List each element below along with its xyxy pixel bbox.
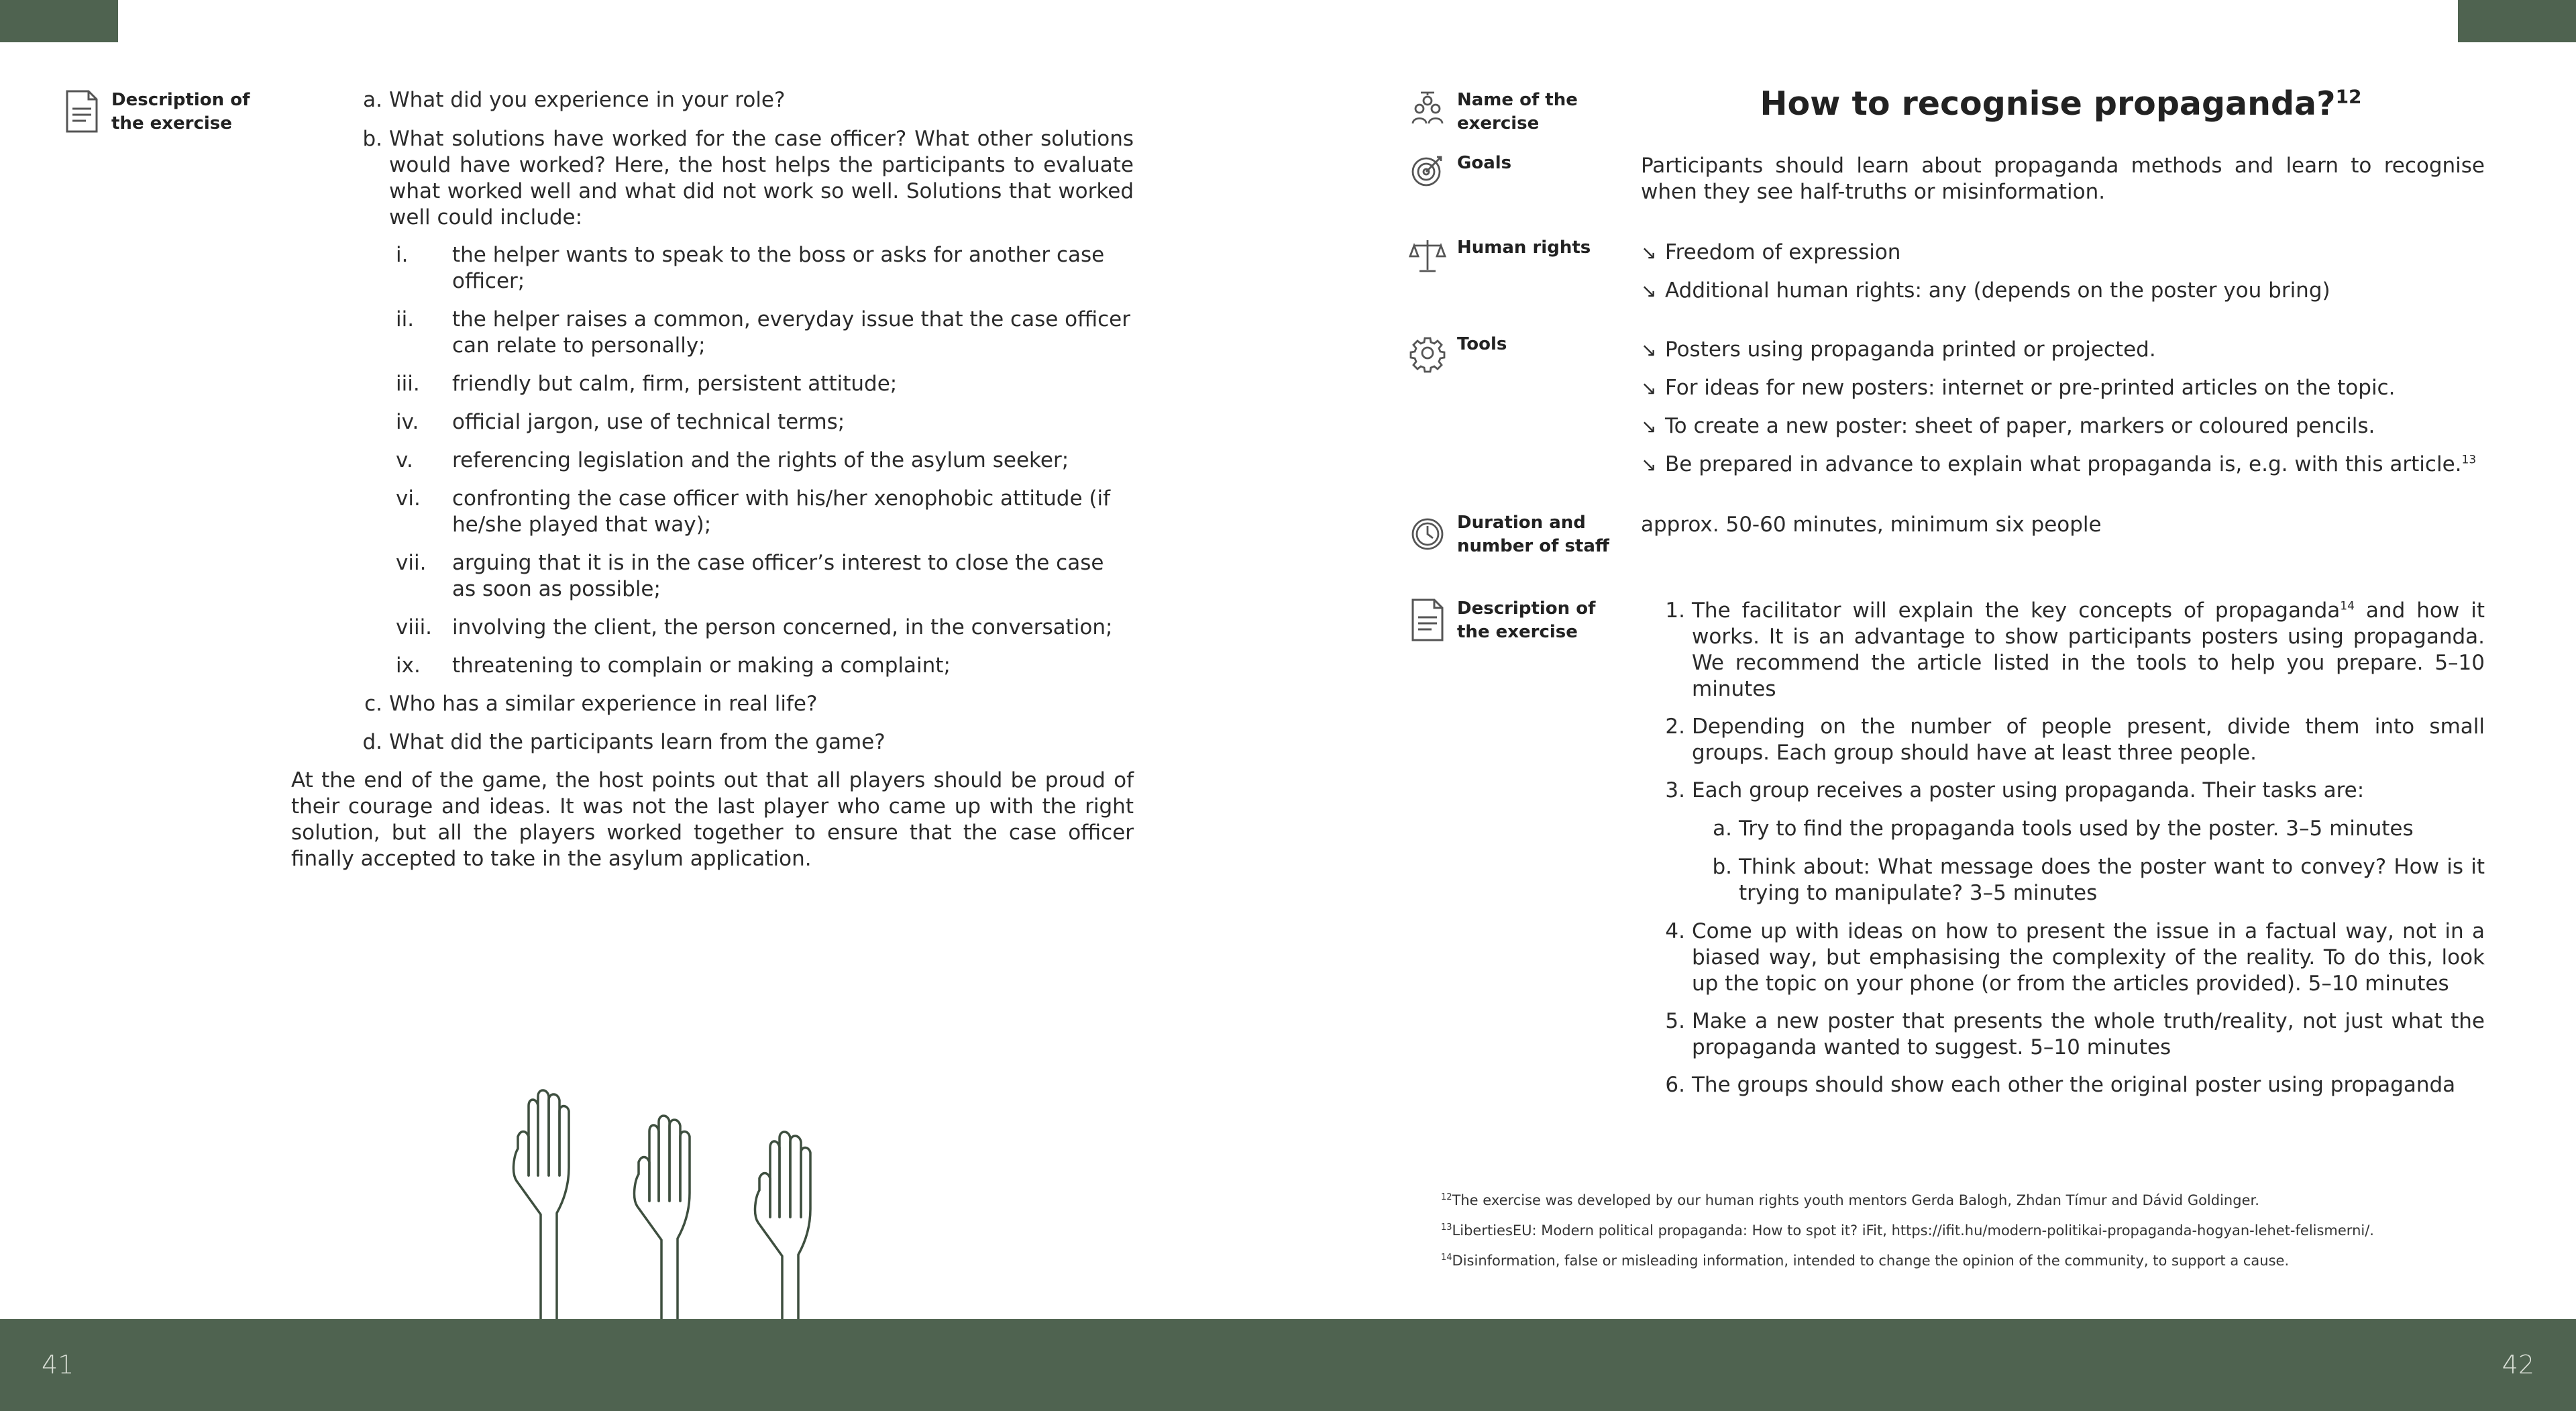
raised-hands-icon [502, 1082, 864, 1319]
gear-icon [1407, 333, 1448, 378]
page-footer [0, 1319, 2576, 1411]
arrow-bullet-icon: ↘ [1641, 377, 1657, 399]
description-label-left: Description of the exercise [62, 89, 272, 136]
list-item: 1. The facilitator will explain the key concepts of propaganda$^{14}$ and how it works. It is an advantage to show participants posters using propaganda. We recommend the article listed in the tools to help you prepare. 5–10 minutes [1665, 598, 2485, 701]
human-rights-label: Human rights [1407, 236, 1618, 282]
duration-text: approx. 50-60 minutes, minimum six people [1641, 513, 2102, 537]
closing-paragraph: At the end of the game, the host points out that all players should be proud of their courage and ideas. It was not the last player who came up with the right solution, but all the players worked together to ensure that the case officer finally accepted to take in the asylum application. [291, 768, 1134, 871]
title-footnote-ref: 12 [2335, 85, 2362, 108]
list-item: 5. Make a new poster that presents the whole truth/reality, not just what the propaganda wanted to suggest. 5–10 minutes [1665, 1009, 2485, 1059]
list-item: 2. Depending on the number of people present, divide them into small groups. Each group should have at least three people. [1665, 715, 2485, 765]
document-icon [1407, 597, 1448, 643]
list-item: ↘ Freedom of expression [1641, 240, 1901, 264]
duration-label: Duration and number of staff [1407, 511, 1618, 558]
page-number-left: 41 [42, 1350, 74, 1379]
list-item: 3. Each group receives a poster using propaganda. Their tasks are: [1665, 778, 2365, 802]
list-item: iii. friendly but calm, firm, persistent attitude; [396, 372, 898, 396]
list-item: c. Who has a similar experience in real life? [364, 692, 818, 716]
goals-label: Goals [1407, 152, 1618, 197]
footnote: $^{14}$Disinformation, false or misleading information, intended to change the opinion of the community, to support a cause. [1441, 1253, 2290, 1269]
step-text: The facilitator will explain the key concepts of propaganda$^{14}$ and how it works. It is an advantage to show participants posters using propaganda. We recommend the article listed in the tools to help you prepare. 5–10 minutes [1692, 598, 2485, 701]
target-icon [1407, 152, 1448, 197]
corner-tab-right [2458, 0, 2576, 42]
arrow-bullet-icon: ↘ [1641, 280, 1657, 302]
arrow-bullet-icon: ↘ [1641, 339, 1657, 361]
list-item: ↘ For ideas for new posters: internet or pre-printed articles on the topic. [1641, 376, 2396, 400]
list-item: d. What did the participants learn from the game? [362, 730, 885, 754]
list-item: ↘ Additional human rights: any (depends on the poster you bring) [1641, 278, 2330, 303]
list-item: v. referencing legislation and the rights of the asylum seeker; [396, 448, 1069, 472]
footnote: $^{12}$The exercise was developed by our human rights youth mentors Gerda Balogh, Zhdan Tímur and Dávid Goldinger. [1441, 1192, 2259, 1208]
tool-item-text: Be prepared in advance to explain what propaganda is, e.g. with this article.$^{13}$ [1665, 452, 2477, 476]
tools-label: Tools [1407, 333, 1618, 378]
goals-text: Participants should learn about propaganda methods and learn to recognise when they see half-truths or misinformation. [1641, 154, 2485, 204]
list-item: 6. The groups should show each other the original poster using propaganda [1665, 1073, 2456, 1097]
list-item: 4. Come up with ideas on how to present the issue in a factual way, not in a biased way, but emphasising the complexity of the reality. To do this, look up the topic on your phone (or from the articles provided). 5–10 minutes [1665, 919, 2485, 996]
list-item: b. Think about: What message does the poster want to convey? How is it trying to manipulate? 3–5 minutes [1712, 855, 2485, 905]
list-item: vii. arguing that it is in the case officer’s interest to close the case as soon as possible; [396, 551, 1104, 601]
list-item: viii. involving the client, the person concerned, in the conversation; [396, 615, 1113, 639]
description-label-right: Description of the exercise [1407, 597, 1618, 644]
list-item: a. Try to find the propaganda tools used by the poster. 3–5 minutes [1713, 817, 2414, 841]
list-item: ↘ Posters using propaganda printed or projected. [1641, 337, 2156, 362]
exercise-title: How to recognise propaganda?$^{12}$ [1760, 85, 2362, 123]
footnote: $^{13}$LibertiesEU: Modern political propaganda: How to spot it? iFit, https://ifit.hu/modern-politikai-propaganda-hogyan-lehet-felismerni/. [1441, 1222, 2374, 1239]
list-item: i. the helper wants to speak to the boss or asks for another case officer; [396, 243, 1105, 293]
group-icon [1407, 89, 1448, 134]
arrow-bullet-icon: ↘ [1641, 415, 1657, 437]
list-item: ix. threatening to complain or making a complaint; [396, 654, 951, 678]
list-item: b. What solutions have worked for the case officer? What other solutions would have worked? Here, the host helps the participants to evaluate what worked well and what did not work so well. Solutions that worked well could include: [362, 127, 1134, 229]
list-item: ii. the helper raises a common, everyday issue that the case officer can relate to personally; [396, 307, 1130, 358]
list-item: ↘ To create a new poster: sheet of paper, markers or coloured pencils. [1641, 414, 2375, 438]
list-item [1641, 452, 2493, 478]
footnote-ref: 13 [2461, 453, 2477, 467]
arrow-bullet-icon: ↘ [1641, 242, 1657, 264]
list-item: vi. confronting the case officer with his/her xenophobic attitude (if he/she played that way); [396, 486, 1110, 537]
corner-tab-left [0, 0, 118, 42]
clock-icon [1407, 511, 1448, 557]
list-item: iv. official jargon, use of technical terms; [396, 410, 845, 434]
arrow-bullet-icon: ↘ [1641, 454, 1657, 476]
footnote-ref: 14 [2340, 599, 2355, 613]
list-item: a. What did you experience in your role? [363, 88, 786, 112]
scales-icon [1407, 236, 1448, 282]
name-label: Name of the exercise [1407, 89, 1618, 136]
page-number-right: 42 [2502, 1350, 2534, 1379]
document-icon [62, 89, 102, 134]
